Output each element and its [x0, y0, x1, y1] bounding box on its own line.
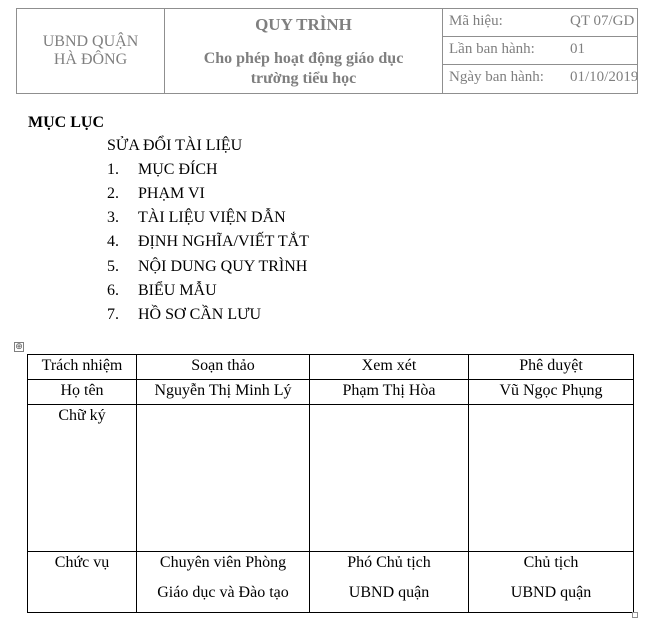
signature-label: Chữ ký — [58, 407, 106, 424]
toc-item-label: HỒ SƠ CẦN LƯU — [138, 306, 262, 323]
toc-item-label: BIỂU MẪU — [138, 282, 217, 299]
name-drafter: Nguyễn Thị Minh Lý — [154, 382, 292, 399]
row-divider — [28, 379, 633, 380]
organization-line-1: UBND QUẬN — [42, 33, 139, 50]
toc-item-label: NỘI DUNG QUY TRÌNH — [138, 258, 308, 275]
toc-item-number: 4. — [107, 233, 119, 250]
meta-value: 01 — [570, 41, 585, 57]
row-divider — [28, 551, 633, 552]
meta-row-edition — [443, 37, 637, 65]
table-resize-handle[interactable] — [632, 612, 638, 618]
header-reviewed: Xem xét — [361, 357, 417, 374]
row-divider — [28, 404, 633, 405]
meta-row-code — [443, 9, 637, 37]
toc-item-label: PHẠM VI — [138, 185, 205, 202]
toc-revision-entry: SỬA ĐỔI TÀI LIỆU — [107, 137, 243, 154]
name-reviewer: Phạm Thị Hòa — [342, 382, 436, 399]
position-reviewer-line-1: Phó Chủ tịch — [347, 554, 431, 571]
toc-item-number: 2. — [107, 185, 119, 202]
procedure-title: QUY TRÌNH — [255, 15, 352, 34]
meta-label: Lần ban hành: — [449, 41, 535, 57]
position-label: Chức vụ — [54, 554, 110, 571]
name-label: Họ tên — [60, 382, 104, 399]
organization-line-2: HÀ ĐÔNG — [53, 51, 128, 68]
meta-value: 01/10/2019 — [570, 69, 639, 85]
signature-table — [27, 354, 634, 613]
meta-label: Mã hiệu: — [449, 13, 503, 29]
procedure-title-block — [165, 9, 443, 93]
meta-value: QT 07/GD — [570, 13, 635, 29]
organization-name — [17, 9, 165, 93]
toc-item-label: ĐỊNH NGHĨA/VIẾT TẮT — [138, 233, 309, 250]
toc-item-number: 6. — [107, 282, 119, 299]
position-approver-line-1: Chủ tịch — [523, 554, 579, 571]
toc-title: MỤC LỤC — [28, 114, 104, 131]
position-reviewer-line-2: UBND quận — [348, 584, 430, 601]
position-drafter-line-1: Chuyên viên Phòng — [159, 554, 287, 571]
table-move-icon[interactable]: ⊕ — [15, 342, 23, 352]
document-meta — [443, 9, 637, 93]
position-drafter-line-2: Giáo dục và Đào tạo — [157, 584, 289, 601]
toc-item-label: TÀI LIỆU VIỆN DẪN — [138, 209, 286, 226]
toc-item-number: 1. — [107, 161, 119, 178]
position-approver-line-2: UBND quận — [510, 584, 592, 601]
document-header — [16, 8, 638, 94]
procedure-subtitle-line-2: trường tiểu học — [250, 70, 357, 87]
toc-item-number: 5. — [107, 258, 119, 275]
header-drafted: Soạn thảo — [191, 357, 255, 374]
meta-row-date — [443, 65, 637, 93]
toc-item-number: 7. — [107, 306, 119, 323]
header-responsibility: Trách nhiệm — [41, 357, 123, 374]
toc-item-label: MỤC ĐÍCH — [138, 161, 218, 178]
procedure-subtitle-line-1: Cho phép hoạt động giáo dục — [203, 50, 404, 67]
meta-label: Ngày ban hành: — [449, 69, 544, 85]
toc-item-number: 3. — [107, 209, 119, 226]
procedure-subtitle — [165, 49, 442, 89]
name-approver: Vũ Ngọc Phụng — [499, 382, 603, 399]
header-approved: Phê duyệt — [519, 357, 583, 374]
